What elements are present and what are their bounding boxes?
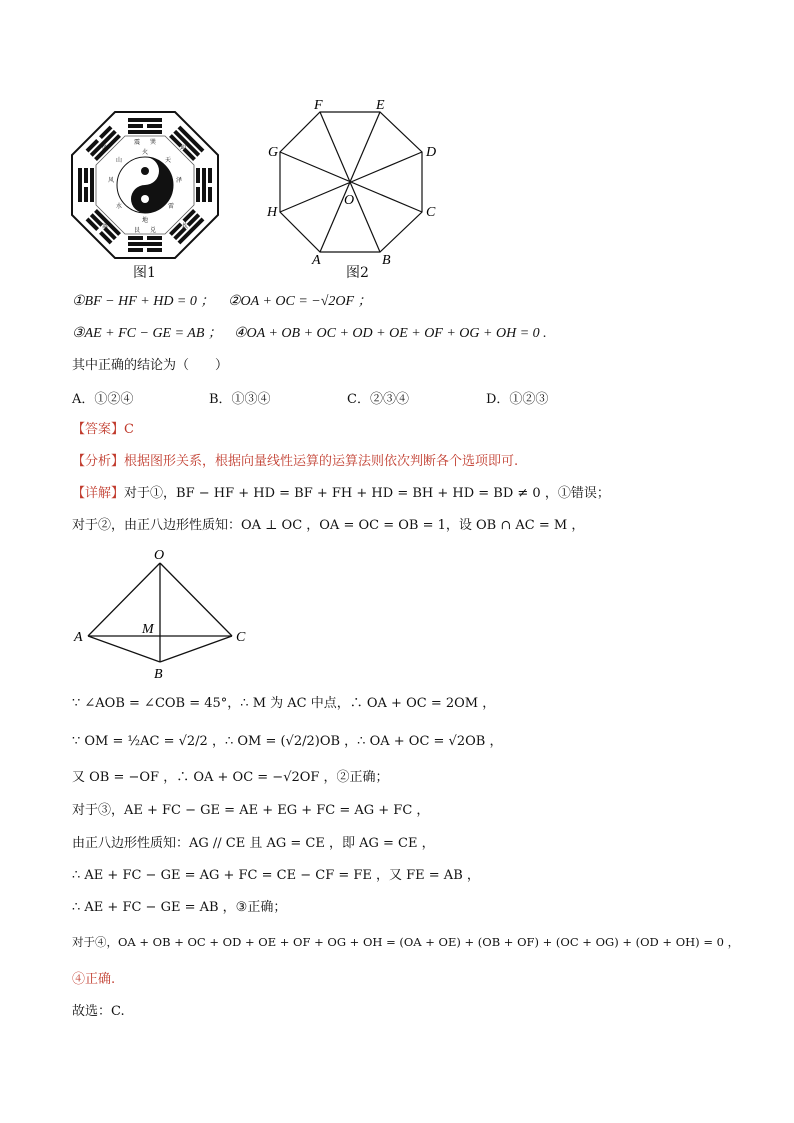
triangle-figure [68, 545, 258, 685]
yin-yang-icon [117, 157, 173, 213]
analysis-line [72, 452, 518, 472]
outer-label-2: 坤 [180, 146, 187, 152]
detail-line-4: ∵ OM = ½AC = √2/2 ，∴ OM = (√2/2)OB ，∴ OA + OC = √2OB ， [72, 734, 503, 749]
detail-line-11: ④正确. [72, 972, 116, 987]
statement-3: ③AE + FC − GE = AB ； [72, 326, 222, 341]
detail-line-5: 又 OB = −OF ，∴ OA + OC = −√2OF ，②正确； [72, 770, 389, 785]
inner-label-4: 雷 [168, 204, 175, 210]
inner-label-5: 地 [142, 218, 149, 224]
detail-line-12 [72, 1002, 125, 1022]
inner-label-7: 风 [108, 178, 115, 184]
inner-label-2: 天 [165, 158, 172, 164]
detail-line-2: 对于②，由正八边形性质知：OA ⊥ OC ，OA = OC = OB = 1，设 OB ∩ AC = M ， [72, 518, 585, 533]
vertex-label-H: H [267, 205, 278, 220]
answer-tag: 【答案】 [72, 422, 125, 437]
detail-tag: 【详解】 [72, 486, 125, 501]
option-a: A．①②④ [72, 392, 134, 407]
conclusion-text: 故选：C. [72, 1004, 125, 1019]
inner-label-6: 水 [116, 204, 123, 210]
inner-label-1: 火 [142, 150, 149, 156]
vertex-label-E: E [376, 98, 385, 113]
vertex-label-C: C [426, 205, 436, 220]
center-label-O: O [344, 193, 355, 208]
figure1-bagua [70, 110, 220, 260]
answer-line [72, 420, 134, 440]
point-label-A: A [74, 630, 83, 645]
segment-OC [160, 563, 232, 636]
statement-1: ①BF − HF + HD = 0 ； [72, 294, 215, 309]
detail-line-1 [72, 484, 610, 504]
outer-label-1: 乾 [102, 146, 109, 152]
option-d: D．①②③ [486, 392, 549, 407]
detail-line-6: 对于③，AE + FC − GE = AE + EG + FC = AG + FC ， [72, 803, 430, 818]
segment-CB [160, 636, 232, 662]
statement-2: ②OA + OC = −√2OF ； [228, 294, 372, 309]
vertex-label-G: G [268, 145, 279, 160]
outer-label-3: 离 [102, 224, 109, 230]
point-label-B: B [154, 667, 163, 682]
option-c: C．②③④ [347, 392, 409, 407]
detail-line-3: ∵ ∠AOB = ∠COB = 45°，∴ M 为 AC 中点，∴ OA + OC = 2OM ， [72, 696, 496, 711]
figure2-caption: 图2 [346, 265, 369, 281]
answer-value: C [124, 422, 134, 437]
detail-line-8: ∴ AE + FC − GE = AG + FC = CE − CF = FE ，又 FE = AB ， [72, 868, 480, 883]
vertex-label-A: A [312, 253, 321, 268]
question-stem: 其中正确的结论为（ ） [72, 358, 229, 373]
detail-line-7: 由正八边形性质知：AG // CE 且 AG = CE ，即 AG = CE ， [72, 836, 435, 851]
statement-4: ④OA + OB + OC + OD + OE + OF + OG + OH = 0 . [234, 326, 547, 341]
figure1-caption: 图1 [133, 265, 156, 281]
vertex-label-F: F [314, 98, 323, 113]
figure2-octagon [262, 96, 442, 268]
point-label-O: O [154, 548, 165, 563]
detail-line-10: 对于④，OA + OB + OC + OD + OE + OF + OG + OH = (OA + OE) + (OB + OF) + (OC + OG) + (OD + OH) = 0 ， [72, 935, 740, 949]
vertex-label-B: B [382, 253, 391, 268]
outer-label-8: 兑 [150, 228, 157, 234]
outer-label-7: 艮 [134, 228, 141, 234]
outer-label-4: 坎 [182, 224, 189, 230]
segment-AB [88, 636, 160, 662]
option-b: B．①③④ [209, 392, 271, 407]
analysis-tag: 【分析】 [72, 454, 125, 469]
inner-label-3: 泽 [176, 178, 183, 184]
outer-label-5: 震 [134, 140, 141, 146]
inner-label-8: 山 [116, 158, 123, 164]
point-label-M: M [142, 622, 154, 637]
point-label-C: C [236, 630, 246, 645]
detail-line-9: ∴ AE + FC − GE = AB ，③正确； [72, 900, 287, 915]
analysis-text: 根据图形关系，根据向量线性运算的运算法则依次判断各个选项即可. [124, 454, 519, 469]
detail-text-1: 对于①，BF − HF + HD = BF + FH + HD = BH + HD = BD ≠ 0 ，①错误； [124, 486, 610, 501]
vertex-label-D: D [426, 145, 437, 160]
outer-label-6: 巽 [150, 140, 157, 146]
